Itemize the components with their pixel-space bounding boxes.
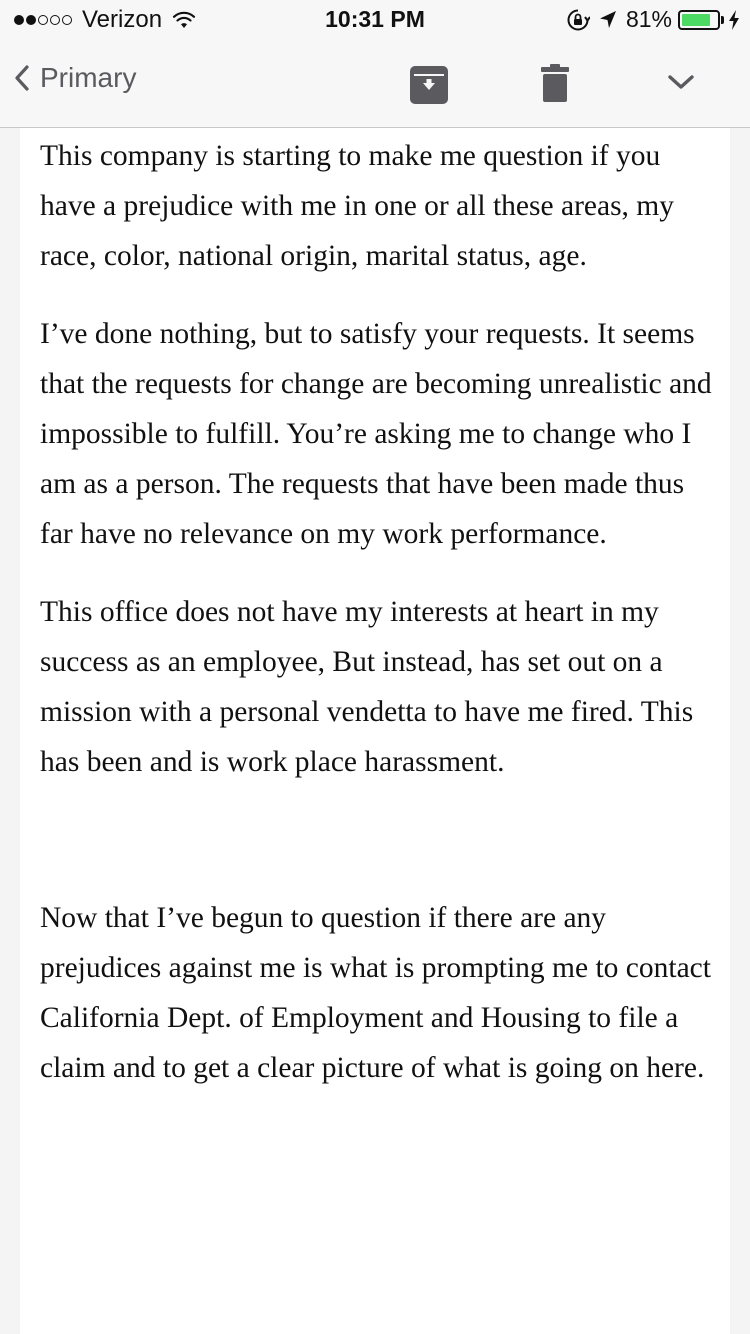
message-paragraph: Now that I’ve begun to question if there are any prejudices against me is what is prompting me to contact California Dept. of Employment and Housing to file a claim and to get a clear picture of what is going on here. [40, 902, 711, 1084]
chevron-left-icon [14, 65, 30, 91]
orientation-lock-icon [566, 8, 590, 32]
more-options-button[interactable] [666, 72, 696, 97]
message-body[interactable] [20, 128, 730, 1334]
archive-icon [410, 66, 448, 104]
trash-icon [541, 64, 569, 104]
status-right [566, 6, 740, 33]
charging-bolt-icon [728, 9, 740, 31]
message-paragraph: I’ve done nothing, but to satisfy your requests. It seems that the requests for change are becoming unrealistic and impossible to fulfill. You’re asking me to change who I am as a person. The requests that have been made thus far have no relevance on my work performance. [40, 318, 712, 550]
chevron-down-icon [666, 72, 696, 92]
carrier-name: Verizon [82, 6, 163, 33]
nav-bar [0, 40, 750, 128]
battery-cap [721, 16, 724, 24]
battery-icon [678, 10, 720, 30]
battery-fill [682, 14, 710, 26]
archive-button[interactable] [410, 66, 448, 109]
message-paragraph: This office does not have my interests at heart in my success as an employee, But instead, has set out on a mission with a personal vendetta to have me fired. This has been and is work place harassment. [40, 596, 694, 778]
message-text [40, 131, 720, 1121]
battery-percent: 81% [625, 6, 672, 32]
status-time: 10:31 PM [325, 6, 425, 32]
back-button[interactable] [14, 62, 136, 94]
message-paragraph: This company is starting to make me question if you have a prejudice with me in one or all these areas, my race, color, national origin, marital status, age. [40, 140, 675, 272]
blank-line [40, 815, 720, 893]
status-bar [0, 0, 750, 40]
back-label: Primary [40, 62, 137, 93]
trash-button[interactable] [541, 64, 569, 109]
location-arrow-icon [598, 9, 618, 31]
